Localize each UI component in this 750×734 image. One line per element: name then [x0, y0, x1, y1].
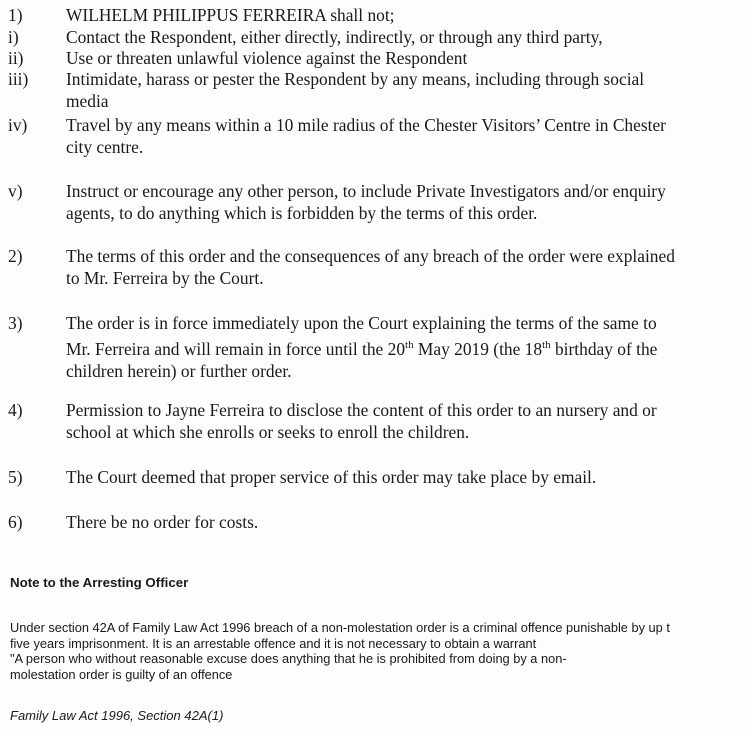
- note-heading: Note to the Arresting Officer: [10, 575, 189, 590]
- ordinal-suffix: th: [542, 339, 551, 351]
- clause-number: iv): [8, 115, 28, 135]
- clause-text-part: The order is in force immediately upon the Court explaining the terms of the same to Mr. Ferreira and will remain in force until the 20: [66, 313, 657, 359]
- clause-number: 6): [8, 512, 23, 532]
- clause-text-part: May 2019 (the 18: [413, 338, 543, 359]
- clause-text: The terms of this order and the consequences of any breach of the order were explained to Mr. Ferreira by the Court.: [66, 246, 675, 288]
- note-line: "A person who without reasonable excuse does anything that he is prohibited from doing by a non-: [10, 651, 567, 667]
- clause-text: The Court deemed that proper service of this order may take place by email.: [66, 467, 597, 487]
- clause-text: There be no order for costs.: [66, 512, 259, 532]
- clause-number: v): [8, 181, 23, 201]
- clause-number: i): [8, 27, 19, 47]
- note-line: Under section 42A of Family Law Act 1996 breach of a non-molestation order is a criminal offence punishable by up t: [10, 620, 670, 635]
- clause-number: 3): [8, 313, 23, 333]
- clause-number: 1): [8, 5, 23, 25]
- note-line: molestation order is guilty of an offence: [10, 666, 233, 682]
- clause-text: Instruct or encourage any other person, to include Private Investigators and/or enquiry agents, to do anything which is forbidden by the terms of this order.: [66, 181, 666, 223]
- clause-text: Travel by any means within a 10 mile radius of the Chester Visitors’ Centre in Chester city centre.: [66, 115, 666, 157]
- note-body: [10, 620, 750, 682]
- clause-text-part: birthday of the children herein) or further order.: [66, 338, 658, 381]
- clause-text: Use or threaten unlawful violence against the Respondent: [66, 48, 468, 68]
- clause-number: 4): [8, 400, 23, 420]
- clause-text: Intimidate, harass or pester the Respondent by any means, including through social media: [66, 69, 645, 111]
- statute-citation: Family Law Act 1996, Section 42A(1): [10, 708, 224, 723]
- clause-number: 2): [8, 246, 23, 266]
- clause-text: Contact the Respondent, either directly, indirectly, or through any third party,: [66, 27, 603, 47]
- clause-text: [66, 312, 676, 382]
- ordinal-suffix: th: [405, 339, 414, 351]
- clause-text: WILHELM PHILIPPUS FERREIRA shall not;: [66, 5, 395, 25]
- clause-number: 5): [8, 467, 23, 487]
- clause-number: ii): [8, 48, 24, 68]
- note-line: five years imprisonment. It is an arrestable offence and it is not necessary to obtain a warrant: [10, 635, 537, 651]
- clause-text: Permission to Jayne Ferreira to disclose the content of this order to an nursery and or school at which she enrolls or seeks to enroll the children.: [66, 400, 657, 442]
- clause-number: iii): [8, 69, 29, 89]
